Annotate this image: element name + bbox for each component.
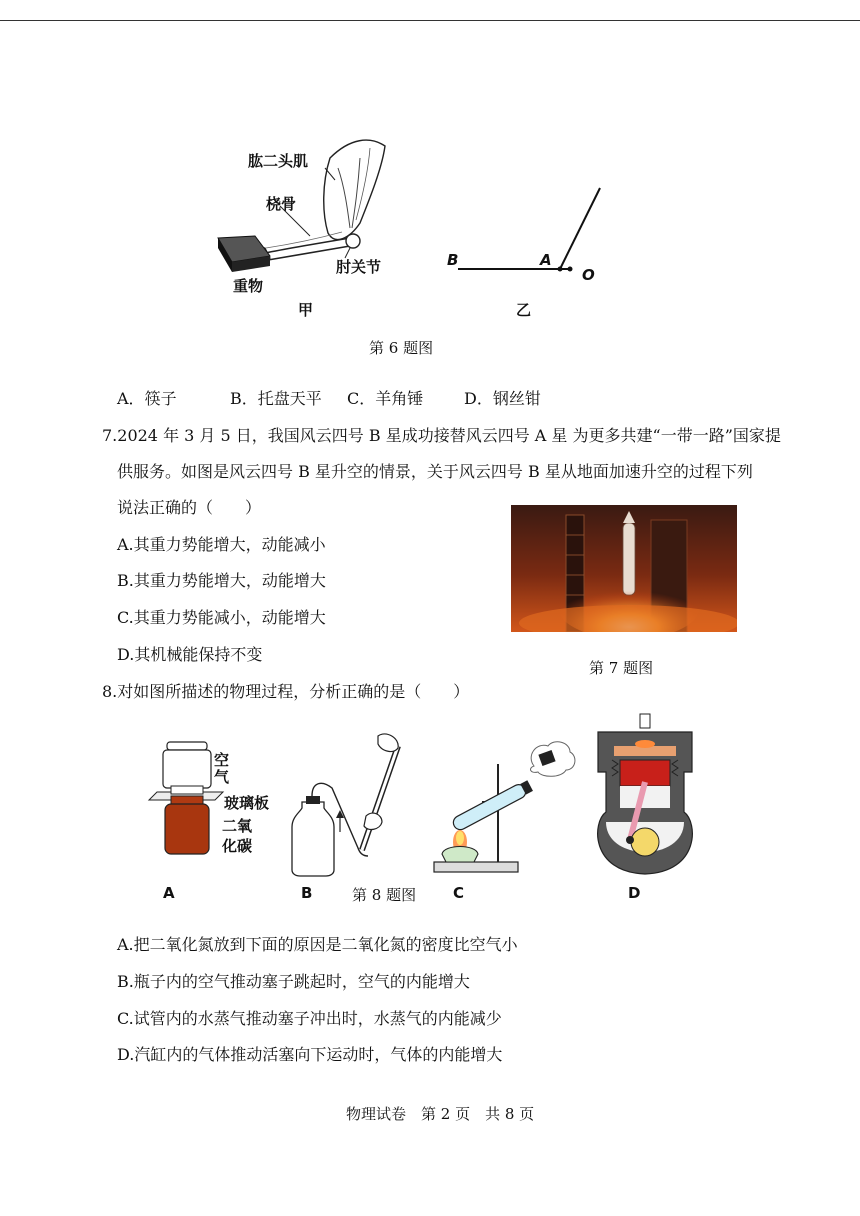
q7-option-d: D.其机械能保持不变 [117, 645, 263, 664]
figure-d-letter: D [628, 884, 641, 902]
label-air-1: 空 [214, 751, 230, 769]
q7-stem-line2: 供服务。如图是风云四号 B 星升空的情景，关于风云四号 B 星从地面加速升空的过程下列 [117, 462, 753, 481]
label-glass-plate: 玻璃板 [224, 794, 270, 812]
label-biceps: 肱二头肌 [248, 152, 309, 170]
rocket-launch-photo [511, 505, 737, 632]
label-yi: 乙 [516, 301, 532, 319]
figure-b-letter: B [301, 884, 313, 902]
figure-c-letter: C [453, 884, 465, 902]
q6-option-b: B．托盘天平 [230, 389, 322, 408]
figure-d-engine [590, 712, 700, 878]
point-o: O [582, 266, 595, 284]
q6-options [117, 386, 541, 409]
q6-option-c: C．羊角锤 [347, 389, 424, 408]
q8-option-d: D.汽缸内的气体推动活塞向下运动时，气体的内能增大 [117, 1045, 503, 1064]
caption-q7: 第 7 题图 [589, 659, 654, 677]
q8-option-a: A.把二氧化氮放到下面的原因是二氧化氮的密度比空气小 [117, 935, 518, 954]
figure-c-test-tube [430, 738, 580, 878]
q8-option-b: B.瓶子内的空气推动塞子跳起时，空气的内能增大 [117, 972, 470, 991]
label-co2-2: 化碳 [222, 837, 253, 855]
caption-q6: 第 6 题图 [369, 339, 434, 357]
point-a: A [540, 251, 552, 269]
label-weight: 重物 [233, 277, 264, 295]
figure-b-bottle-pump [282, 732, 412, 878]
q6-option-a: A．筷子 [117, 389, 177, 408]
label-elbow: 肘关节 [336, 258, 382, 276]
figure-a-gas-diffusion [145, 738, 225, 858]
q7-option-a: A.其重力势能增大，动能减小 [117, 535, 326, 554]
q8-stem: 8.对如图所描述的物理过程，分析正确的是（ ） [102, 682, 470, 701]
label-radius: 桡骨 [266, 195, 297, 213]
q7-option-c: C.其重力势能减小，动能增大 [117, 608, 326, 627]
label-air-2: 气 [214, 768, 230, 786]
label-co2-1: 二氧 [222, 817, 253, 835]
header-rule [0, 20, 860, 21]
q7-stem-line1: 7.2024 年 3 月 5 日，我国风云四号 B 星成功接替风云四号 A 星 为更多共建“一带一路”国家提 [102, 426, 781, 445]
q7-option-b: B.其重力势能增大，动能增大 [117, 571, 326, 590]
q6-option-d: D．钢丝钳 [464, 389, 541, 408]
caption-q8: 第 8 题图 [352, 886, 417, 904]
label-jia: 甲 [298, 301, 314, 319]
point-b: B [447, 251, 459, 269]
q7-stem-line3: 说法正确的（ ） [117, 498, 262, 517]
figure-a-letter: A [163, 884, 175, 902]
page-footer: 物理试卷 第 2 页 共 8 页 [346, 1105, 535, 1123]
q8-option-c: C.试管内的水蒸气推动塞子冲出时，水蒸气的内能减少 [117, 1009, 502, 1028]
